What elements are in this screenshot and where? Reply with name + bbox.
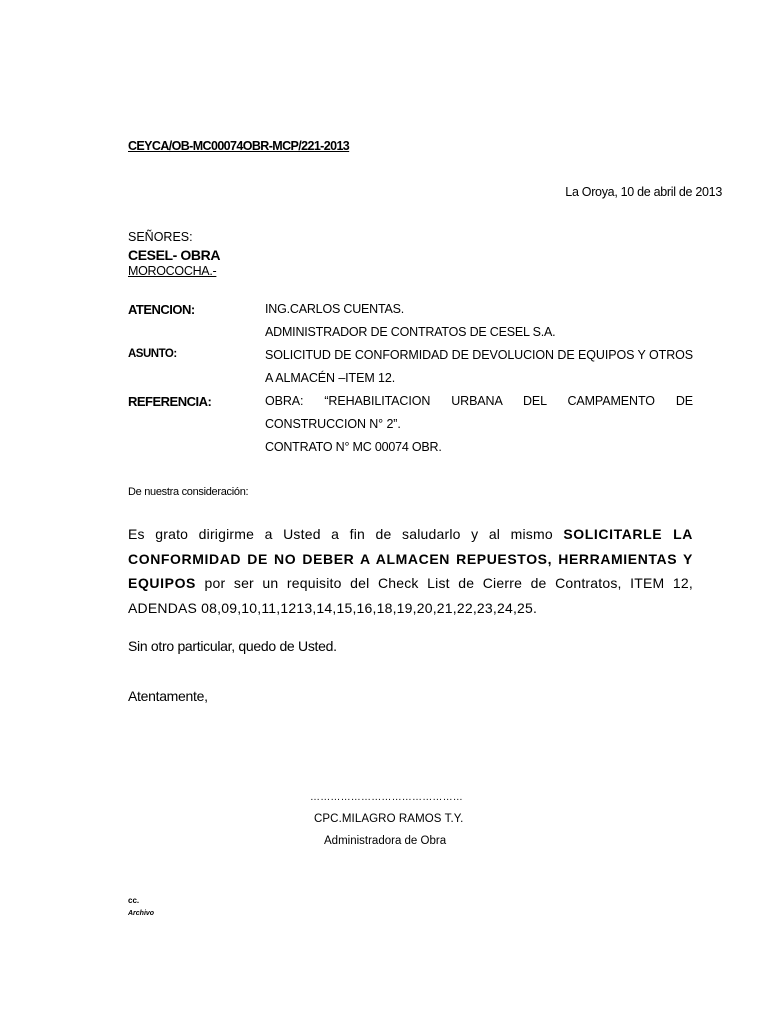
asunto-value: SOLICITUD DE CONFORMIDAD DE DEVOLUCION DE EQUIPOS Y OTROS A ALMACÉN –ITEM 12.: [265, 348, 693, 385]
signer-title: Administradora de Obra: [324, 835, 447, 847]
atencion-label: ATENCION:: [128, 302, 195, 317]
asunto-label: ASUNTO:: [128, 348, 177, 360]
archivo-label: Archivo: [128, 910, 155, 917]
closing-line: Sin otro particular, quedo de Usted.: [128, 638, 337, 654]
referencia-label: REFERENCIA:: [128, 394, 212, 409]
referencia-obra: OBRA: “REHABILITACION URBANA DEL CAMPAMENTO DE CONSTRUCCION N° 2”.: [265, 394, 693, 431]
signature-line: ………………………………………: [310, 792, 463, 803]
farewell: Atentamente,: [128, 688, 208, 704]
cc-label: cc.: [128, 896, 140, 905]
atencion-name: ING.CARLOS CUENTAS.: [265, 302, 405, 316]
body-text-intro: Es grato dirigirme a Usted a fin de saludarlo y al mismo: [128, 526, 564, 542]
atencion-position: ADMINISTRADOR DE CONTRATOS DE CESEL S.A.: [265, 325, 556, 339]
recipient-name: CESEL- OBRA: [128, 247, 221, 263]
greeting: De nuestra consideración:: [128, 486, 249, 498]
signer-name: CPC.MILAGRO RAMOS T.Y.: [314, 813, 464, 825]
salutation: SEÑORES:: [128, 230, 193, 244]
date-line: La Oroya, 10 de abril de 2013: [565, 185, 722, 199]
recipient-location: MOROCOCHA.-: [128, 264, 217, 278]
body-text-request: SOLICITARLE LA CONFORMIDAD DE NO DEBER A ALMACEN REPUESTOS, HERRAMIENTAS Y EQUIPOS: [128, 526, 693, 591]
referencia-contrato: CONTRATO N° MC 00074 OBR.: [265, 440, 442, 454]
body-text-reason: por ser un requisito del Check List de Cierre de Contratos, ITEM 12, ADENDAS 08,09,10,11,1213,14,15,16,18,19,20,21,22,23,24,25.: [128, 575, 693, 616]
body-paragraph: [128, 522, 693, 620]
document-reference-code: CEYCA/OB-MC00074OBR-MCP/221-2013: [128, 139, 350, 153]
